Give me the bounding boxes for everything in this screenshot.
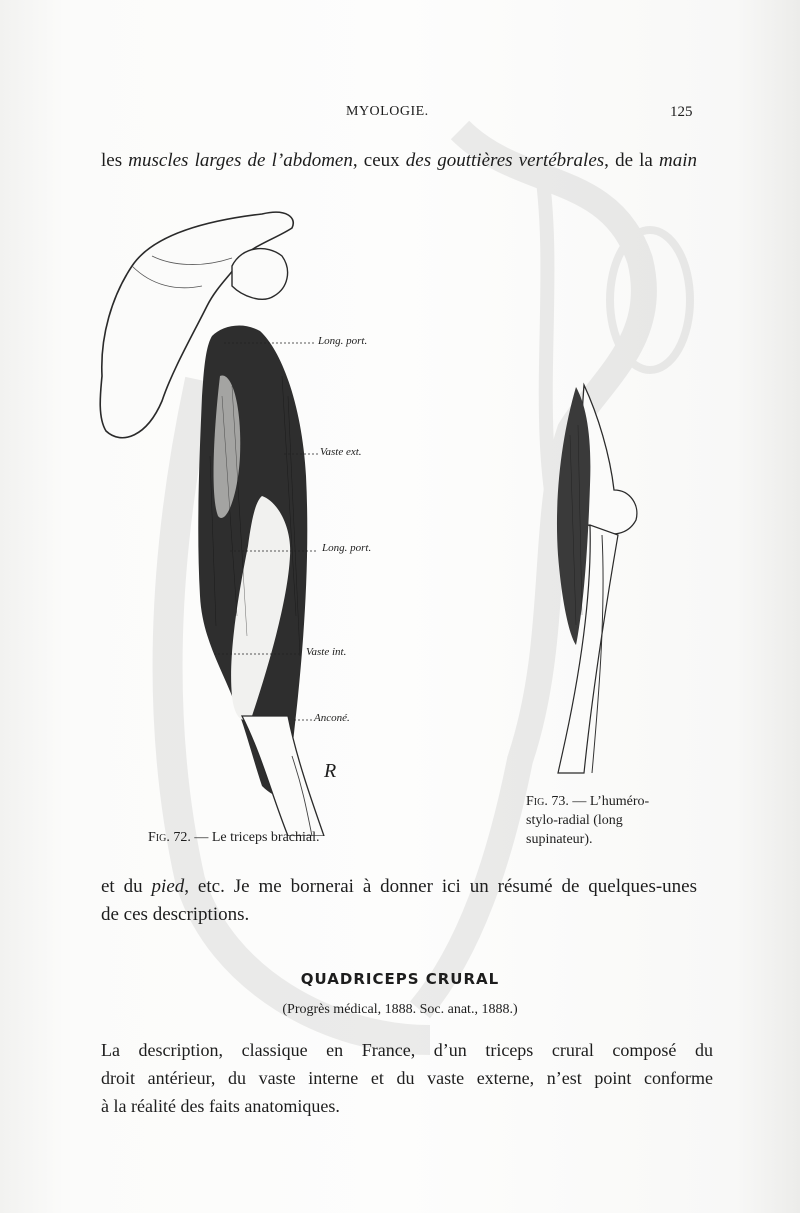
caption-prefix: Fig. 73. bbox=[526, 794, 569, 809]
label-long-port: Long. port. bbox=[318, 335, 368, 347]
paragraph-line: droit antérieur, du vaste interne et du vaste externe, n’est point conforme bbox=[101, 1068, 713, 1088]
text-segment: , ceux bbox=[352, 150, 406, 171]
page-number: 125 bbox=[670, 104, 693, 120]
text-segment-italic: des gouttières vertébrales bbox=[405, 150, 605, 171]
text-segment-italic: pied bbox=[151, 876, 185, 897]
text-segment: , etc. Je me bornerai à donner ici un résumé de quelques-unes bbox=[184, 876, 697, 897]
text-segment: les bbox=[101, 150, 129, 171]
section-source: (Progrès médical, 1888. Soc. anat., 1888.) bbox=[282, 1002, 518, 1017]
body-text-line-2 bbox=[101, 876, 697, 898]
body-text-line-1 bbox=[101, 150, 697, 172]
body-text-line-3: de ces descriptions. bbox=[101, 904, 250, 925]
figure-72-caption bbox=[148, 828, 320, 847]
caption-text: — Le triceps brachial. bbox=[190, 830, 320, 845]
label-long-port: Long. port. bbox=[322, 542, 372, 554]
label-vaste-ext: Vaste ext. bbox=[320, 446, 362, 458]
artist-signature: R bbox=[324, 760, 337, 782]
caption-text: — L’huméro-stylo-radial (long supinateur). bbox=[526, 794, 650, 847]
section-title: QUADRICEPS CRURAL bbox=[300, 970, 500, 988]
supinator-illustration bbox=[540, 375, 650, 785]
caption-prefix: Fig. 72. bbox=[148, 830, 191, 845]
text-segment: et du bbox=[101, 876, 152, 897]
label-vaste-int: Vaste int. bbox=[306, 646, 347, 658]
text-segment-italic: main bbox=[659, 150, 698, 171]
text-segment-italic: muscles larges de l’abdomen bbox=[128, 150, 353, 171]
figure-73-caption bbox=[526, 792, 676, 849]
paragraph-line: à la réalité des faits anatomiques. bbox=[101, 1096, 340, 1116]
text-segment: , de la bbox=[604, 150, 660, 171]
triceps-illustration bbox=[92, 196, 392, 836]
paragraph-line: La description, classique en France, d’un triceps crural composé du bbox=[101, 1040, 713, 1060]
label-ancone: Anconé. bbox=[314, 712, 350, 724]
running-head: MYOLOGIE. bbox=[346, 104, 429, 119]
